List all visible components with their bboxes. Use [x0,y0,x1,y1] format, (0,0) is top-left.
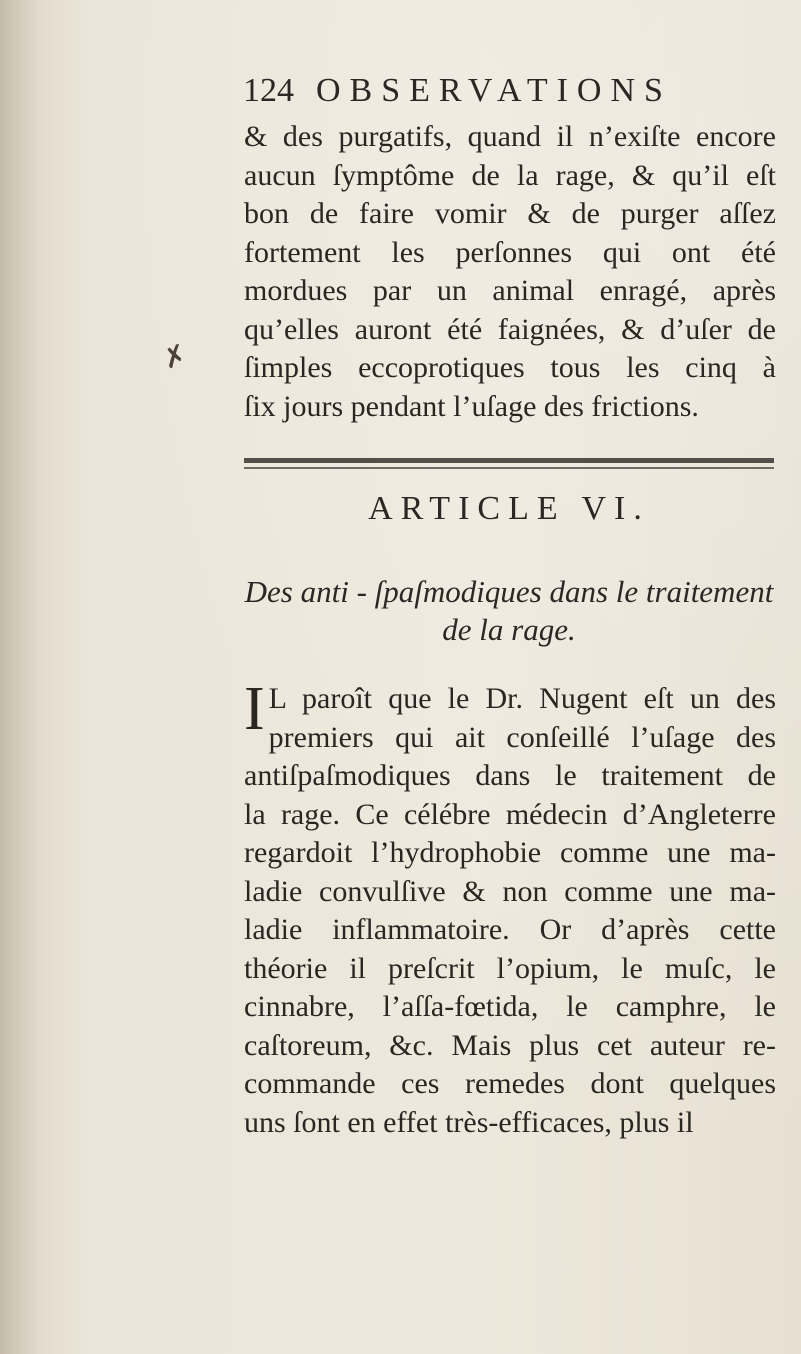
text-line: aucun ſymptôme de la rage, & qu’il eſt [244,158,776,192]
drop-cap: I [244,675,265,743]
paragraph-2 [244,675,776,1142]
text-line: mordues par un animal enragé, après [244,274,776,307]
text-line: L paroît que le Dr. Nugent eſt un des [268,682,776,715]
text-line: ladie convulſive & non comme une ma- [244,874,776,908]
text-line: ſimples eccoprotiques tous les cinq à [244,351,776,384]
text-line: ladie inflammatoire. Or d’après cette [244,913,776,946]
running-header [243,72,672,110]
paragraph-1 [244,118,776,426]
article-heading: ARTICLE VI. [368,490,650,527]
page-fold-shadow [0,0,40,1354]
subtitle-line-1: Des anti - ſpaſmodiques dans le traitement [244,574,774,609]
divider-thick-rule [244,458,774,463]
section-divider [244,458,774,469]
text-line: antiſpaſmodiques dans le traitement de [244,759,776,792]
text-line: premiers qui ait conſeillé l’uſage des [268,720,776,754]
running-title: OBSERVATIONS [316,72,672,109]
text-line: cinnabre, l’aſſa-fœtida, le camphre, le [244,990,776,1023]
margin-cross-mark: ✗ [158,336,192,377]
text-line: commande ces remedes dont quelques [244,1067,776,1100]
text-line: caſtoreum, &c. Mais plus cet auteur re- [244,1028,776,1062]
divider-thin-rule [244,467,774,469]
article-subtitle [244,573,774,649]
text-line: qu’elles auront été faignées, & d’uſer de [244,312,776,346]
text-line: & des purgatifs, quand il n’exiſte encore [244,120,776,153]
text-line: fortement les perſonnes qui ont été [244,235,776,269]
subtitle-line-2: de la rage. [442,612,576,647]
text-line: théorie il preſcrit l’opium, le muſc, le [244,951,776,985]
text-line: regardoit l’hydrophobie comme une ma- [244,836,776,869]
text-line: uns ſont en effet très-efficaces, plus il [244,1105,694,1139]
text-line: bon de faire vomir & de purger aſſez [244,197,776,230]
page-number: 124 [243,72,294,109]
text-line: ſix jours pendant l’uſage des frictions. [244,389,699,423]
text-line: la rage. Ce célébre médecin d’Angleterre [244,797,776,831]
